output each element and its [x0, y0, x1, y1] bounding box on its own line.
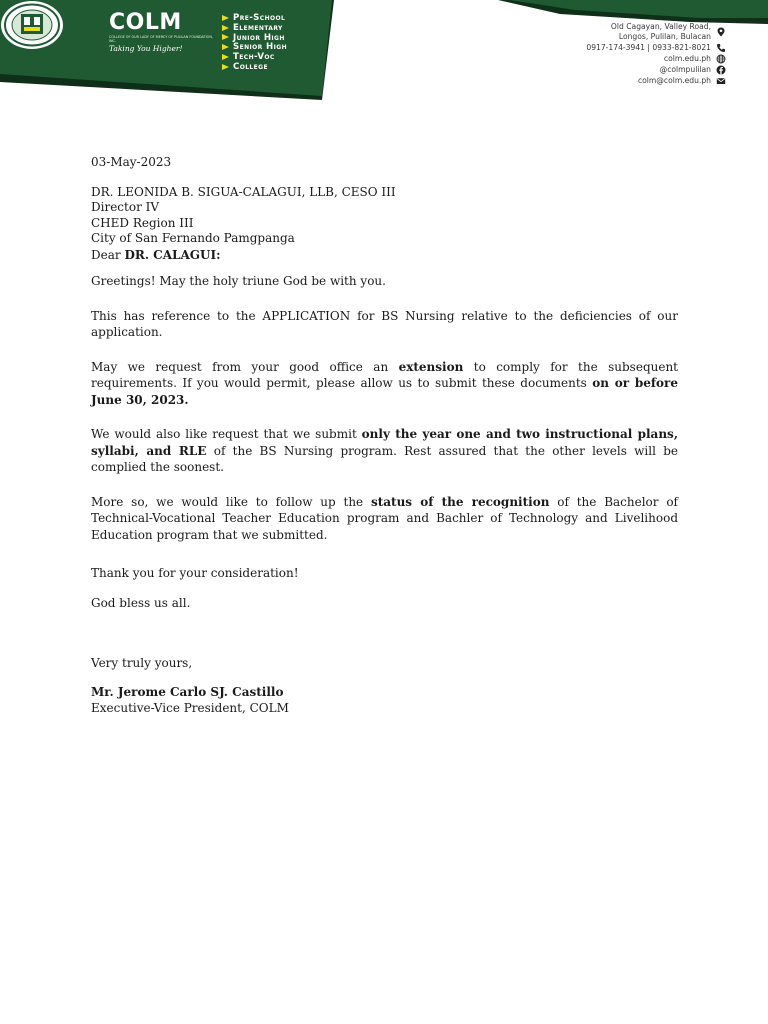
email-item [586, 75, 726, 86]
level-label: Junior High [233, 32, 285, 43]
globe-icon [716, 54, 726, 64]
emphasis-run: only the year one and two instructional plans, syllabi, and RLE [91, 427, 678, 458]
email-text: colm@colm.edu.ph [637, 76, 711, 85]
level-item [222, 23, 287, 33]
school-tagline: Taking You Higher! [109, 44, 183, 53]
text-run: of the BS Nursing program. Rest assured that the other levels will be complied the soonest. [91, 443, 678, 475]
salutation-prefix: Dear [91, 247, 125, 262]
recipient-office: CHED Region III [91, 215, 194, 230]
text-run: of the Bachelor of Technical-Vocational Teacher Education program and Bachler of Technology and Livelihood Education program that we submitted. [91, 494, 678, 542]
signatory-title: Executive-Vice President, COLM [91, 701, 289, 716]
school-abbreviation: COLM [109, 10, 182, 35]
extension-paragraph [91, 359, 678, 409]
school-brand [109, 12, 217, 53]
level-item [222, 33, 287, 43]
recipient-city: City of San Fernando Pamgpanga [91, 231, 295, 246]
education-levels-list [222, 13, 287, 72]
triangle-bullet-icon [222, 25, 229, 31]
level-item [222, 13, 287, 23]
recipient-position: Director IV [91, 200, 160, 215]
phone-icon [716, 43, 726, 53]
followup-paragraph [91, 494, 678, 544]
level-item [222, 62, 287, 72]
letter-date: 03-May-2023 [91, 155, 172, 169]
text-run: More so, we would like to follow up the [91, 494, 371, 509]
level-item [222, 42, 287, 52]
envelope-icon [716, 76, 726, 86]
complimentary-closing: Very truly yours, [91, 656, 193, 671]
website-text: colm.edu.ph [663, 54, 711, 63]
greeting-paragraph: Greetings! May the holy triune God be with you. [91, 274, 386, 289]
phone-item [586, 42, 726, 53]
facebook-icon [716, 65, 726, 75]
level-label: Senior High [233, 42, 288, 53]
triangle-bullet-icon [222, 34, 229, 40]
submission-paragraph [91, 426, 678, 476]
reference-paragraph: This has reference to the APPLICATION for BS Nursing relative to the deficiencies of our application. [91, 308, 678, 340]
emphasis-run: status of the recognition [370, 494, 550, 509]
address-item [586, 22, 726, 42]
text-run: May we request from your good office an [91, 359, 399, 374]
triangle-bullet-icon [222, 15, 229, 21]
triangle-bullet-icon [222, 54, 229, 60]
salutation [91, 247, 678, 264]
emphasis-run: extension [398, 359, 464, 374]
website-item [586, 53, 726, 64]
level-label: Elementary [233, 22, 283, 33]
facebook-item [586, 64, 726, 75]
recipient-block [91, 185, 678, 247]
facebook-text: @colmpulilan [659, 65, 711, 74]
emphasis-run: on or before June 30, 2023. [91, 376, 679, 407]
blessing-line: God bless us all. [91, 595, 191, 610]
thanks-line: Thank you for your consideration! [91, 566, 299, 581]
text-run: We would also like request that we submit [91, 427, 362, 442]
school-fullname: COLLEGE OF OUR LADY OF MERCY OF PULILAN FOUNDATION, INC. [109, 35, 213, 43]
triangle-bullet-icon [222, 44, 229, 50]
letter-body [91, 154, 678, 717]
level-item [222, 52, 287, 62]
level-label: Pre-School [233, 12, 286, 23]
location-pin-icon [716, 27, 726, 37]
address-line-2: Longos, Pulilan, Bulacan [618, 32, 711, 41]
signatory-name: Mr. Jerome Carlo SJ. Castillo [91, 684, 284, 699]
level-label: Tech-Voc [233, 52, 275, 63]
level-label: College [233, 61, 268, 72]
contact-info [586, 22, 726, 86]
salutation-name: DR. CALAGUI: [124, 247, 221, 262]
text-run: to comply for the subsequent requirements. If you would permit, please allow us to submit these documents [91, 359, 679, 391]
phone-text: 0917-174-3941 | 0933-821-8021 [586, 43, 711, 52]
address-line-1: Old Cagayan, Valley Road, [610, 22, 711, 31]
recipient-name: DR. LEONIDA B. SIGUA-CALAGUI, LLB, CESO III [91, 184, 396, 199]
triangle-bullet-icon [222, 64, 229, 70]
school-seal-logo [0, 0, 64, 50]
